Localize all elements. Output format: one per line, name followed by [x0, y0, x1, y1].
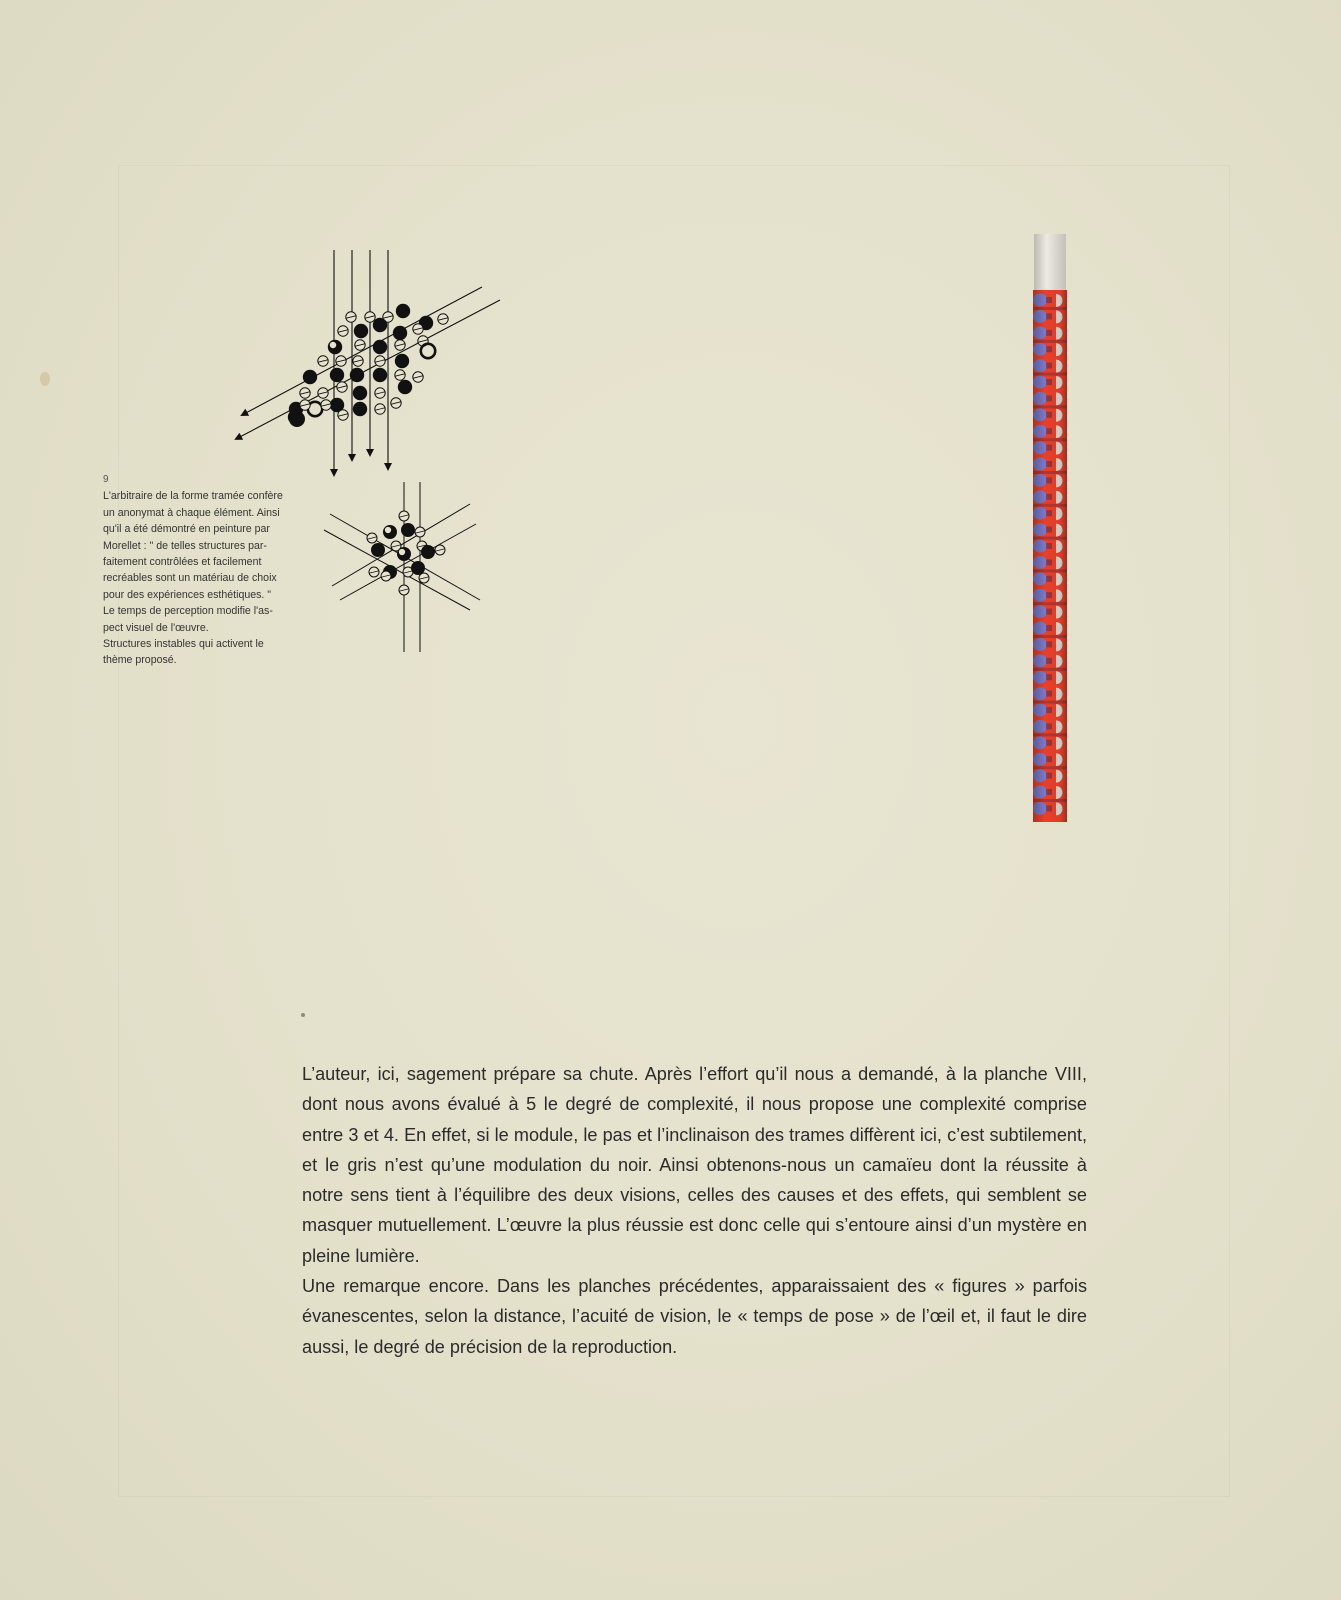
- black-dot: [354, 324, 368, 338]
- black-dot: [373, 368, 387, 382]
- figure-caption: [103, 472, 303, 669]
- black-dot: [303, 370, 317, 384]
- black-dot: [373, 318, 387, 332]
- black-dot: [353, 386, 367, 400]
- black-dot: [289, 411, 305, 427]
- paper-speck: [40, 372, 50, 386]
- caption-line: pect visuel de l'œuvre.: [103, 621, 209, 634]
- black-dot: [353, 402, 367, 416]
- black-dot: [350, 368, 364, 382]
- black-dot: [330, 368, 344, 382]
- caption-line: pour des expériences esthétiques. ": [103, 588, 272, 601]
- black-dot: [373, 340, 387, 354]
- black-dot: [393, 326, 407, 340]
- dot-highlight: [330, 342, 336, 348]
- caption-line: un anonymat à chaque élément. Ainsi: [103, 506, 280, 519]
- dot-highlight: [385, 527, 391, 533]
- caption-line: Morellet : " de telles structures par-: [103, 539, 267, 552]
- paragraph-2: Une remarque encore. Dans les planches précédentes, apparaissaient des « figures » parfois évanescentes, selon la distance, l’acuité de vision, le « temps de pose » de l’œil et, il faut le dire aussi, le degré de précision de la reproduction.: [302, 1276, 1087, 1357]
- caption-line: recréables sont un matériau de choix: [103, 572, 277, 585]
- caption-line: thème proposé.: [103, 654, 177, 667]
- thick-ring: [421, 344, 435, 358]
- caption-line: qu'il a été démontré en peinture par: [103, 523, 270, 536]
- paragraph-1: L’auteur, ici, sagement prépare sa chute. Après l’effort qu’il nous a demandé, à la planche VIII, dont nous avons évalué à 5 le degré de complexité, il nous propose une complexité comprise entre 3 et 4. En effet, si le module, le pas et l’inclinaison des trames diffèrent ici, c’est subtilement, et le gris n’est qu’une modulation du noir. Ainsi obtenons-nous un camaïeu dont la réussite à notre sens tient à l’équilibre des deux visions, celles des causes et des effets, qui semblent se masquer mutuellement. L’œuvre la plus réussie est donc celle qui s’entoure ainsi d’un mystère en pleine lumière.: [302, 1064, 1087, 1266]
- caption-line: L'arbitraire de la forme tramée confère: [103, 490, 283, 503]
- black-dot: [395, 354, 409, 368]
- grid-diagram-bottom: [320, 482, 490, 652]
- black-dot: [396, 304, 410, 318]
- black-dot: [398, 380, 412, 394]
- dot-highlight: [399, 549, 405, 555]
- black-dot: [421, 545, 435, 559]
- caption-line: Structures instables qui activent le: [103, 638, 264, 651]
- black-dot: [401, 523, 415, 537]
- paper-speck: [301, 1013, 305, 1017]
- grid-diagram-top: [230, 245, 520, 485]
- caption-line: faitement contrôlées et facilement: [103, 556, 262, 569]
- black-dot: [371, 543, 385, 557]
- caption-line: Le temps de perception modifie l'as-: [103, 605, 273, 618]
- colored-rod-artwork: [1032, 234, 1068, 822]
- main-text: [302, 1059, 1087, 1362]
- figure-number: 9: [103, 474, 109, 485]
